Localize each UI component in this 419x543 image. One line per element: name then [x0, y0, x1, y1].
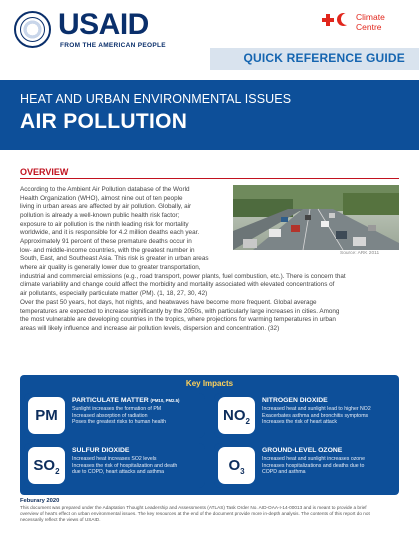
text-line: Over the past 50 years, hot days, hot nights, and heatwaves have become more frequent. Global average: [20, 299, 317, 306]
photo-caption: Source: ARK 2011: [340, 251, 380, 256]
text-line: where air quality is generally lower due to greater transportation,: [20, 264, 201, 271]
impact-line: Increases the risk of hospitalization and death: [72, 462, 178, 469]
text-line: low- and middle-income countries, with the greatest number in: [20, 246, 195, 254]
publication-date: Feburary 2020: [20, 498, 60, 504]
text-line: necessarily reflect the views of USAID.: [20, 516, 101, 522]
impact-title: GROUND-LEVEL OZONE: [262, 447, 343, 454]
usaid-wordmark: USAID: [58, 8, 149, 41]
usaid-seal-logo: [14, 11, 51, 48]
overview-divider: [20, 178, 399, 179]
document-subtitle: HEAT AND URBAN ENVIRONMENTAL ISSUES: [20, 92, 292, 106]
pm-badge: PM: [28, 397, 65, 434]
impact-line: Increases the risk of heart attack: [262, 419, 337, 426]
text-line: South, East, and Southeast Asia. This risk is greater in urban areas: [20, 255, 209, 263]
text-line: industrial and commercial emissions (e.g., road transport, power plants, fuel combustion, etc.). There is concern that: [20, 272, 346, 280]
impact-line: Increased heat and sunlight increases ozone: [262, 456, 365, 462]
impact-line: Sunlight increases the formation of PM: [72, 406, 162, 412]
impact-line: COPD and asthma: [262, 469, 306, 476]
text-line: overview of heat's effect on urban environmental issues. The key resources at the end of the document provide more in-depth analysis. The contents of this report do not: [20, 510, 370, 516]
impact-line: Exacerbates asthma and bronchitis symptoms: [262, 412, 369, 419]
impact-card-pm: [24, 393, 205, 438]
traffic-photo: [233, 185, 399, 250]
no2-badge: $NO_2$: [218, 397, 255, 434]
red-crescent-icon: [337, 13, 350, 26]
impact-card-no2: [214, 393, 395, 438]
impact-title: NITROGEN DIOXIDE: [262, 397, 328, 404]
climate-centre-logo: [322, 12, 412, 42]
text-line: Approximately 91 percent of these premature deaths occur in: [20, 237, 192, 245]
disclaimer: [20, 505, 402, 523]
text-line: living in urban areas are affected by air pollution. Globally, air: [20, 203, 192, 211]
text-line: worldwide, and it is responsible for 4.2 million deaths each year.: [20, 229, 200, 237]
overview-paragraph-1-continued: [20, 264, 402, 299]
text-line: Health Organization (WHO), almost nine out of ten people: [20, 194, 183, 202]
impact-card-so2: [24, 443, 205, 488]
text-line: climate variability and change could affect the morbidity and mortality associated with elevated concentrations of: [20, 281, 335, 289]
text-line: This document was prepared under the Adaptation Thought Leadership and Assessments (ATLAS) Task Order No. AID-OAA-I-14-00013 and is meant to provide a brief: [20, 505, 367, 510]
text-line: air pollutants, especially particulate matter (PM). (1, 18, 27, 30, 42): [20, 289, 208, 297]
climate-centre-line2: Centre: [356, 22, 382, 32]
title-band: [0, 80, 419, 150]
impact-line: Increased heat and sunlight lead to higher NO2: [262, 406, 371, 412]
footer: [20, 498, 402, 523]
text-line: areas will likely influence and increase air pollution levels, dispersion and concentration. (32): [20, 324, 280, 332]
key-impacts-heading: Key Impacts: [185, 379, 234, 388]
impact-line: Increased absorption of radiation: [72, 412, 148, 419]
impact-line: Increased heat increases SO2 levels: [72, 456, 157, 462]
impact-title: PARTICULATE MATTER (PM10, PM2.5): [72, 397, 180, 404]
impact-line: Increases hospitalizations and deaths due to: [262, 462, 365, 469]
traffic-photo-illustration: [233, 185, 399, 250]
o3-badge: $O_3$: [218, 447, 255, 484]
text-line: the most vulnerable are developing countries in the tropics, where projections for warming temperatures in urban: [20, 316, 336, 324]
overview-paragraph-1: [20, 186, 226, 264]
text-line: temperatures are expected to increase significantly by the 2050s, with particularly large increases in cities. Among: [20, 307, 340, 315]
guide-label: QUICK REFERENCE GUIDE: [243, 51, 405, 65]
impact-line: Poses the greatest risks to human health: [72, 419, 167, 426]
impact-title: SULFUR DIOXIDE: [72, 447, 130, 454]
text-line: exposure to air pollution is the ninth leading risk for mortality: [20, 220, 189, 228]
climate-centre-line1: Climate: [356, 12, 385, 22]
usaid-tagline: FROM THE AMERICAN PEOPLE: [60, 42, 166, 49]
red-cross-icon: [322, 14, 334, 26]
impact-card-o3: [214, 443, 395, 488]
key-impacts-panel: [20, 375, 399, 495]
impact-line: due to COPD, heart attacks and asthma: [72, 469, 164, 476]
so2-badge: $SO_2$: [28, 447, 65, 484]
document-title: AIR POLLUTION: [20, 110, 188, 133]
overview-heading: OVERVIEW: [20, 167, 69, 177]
text-line: According to the Ambient Air Pollution database of the World: [20, 186, 190, 193]
overview-paragraph-2: [20, 299, 402, 334]
guide-band: [0, 48, 419, 70]
text-line: pollution is already a well-known public health risk factor;: [20, 211, 180, 219]
